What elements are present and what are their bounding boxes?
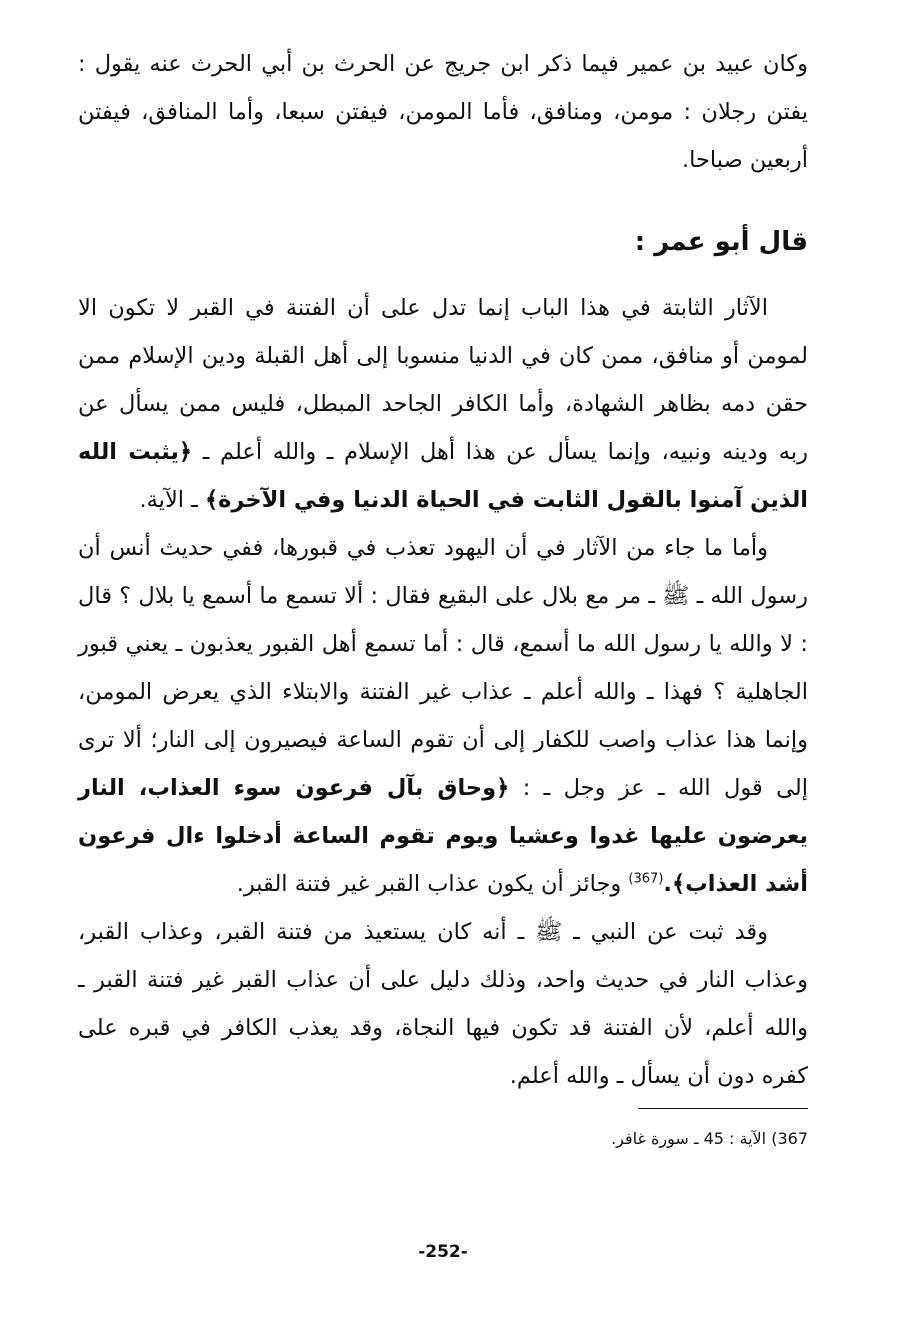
footnote-divider <box>638 1108 808 1109</box>
paragraph-athar-end: ـ الآية. <box>139 487 205 513</box>
footnote: 367) الآية : 45 ـ سورة غافر. <box>611 1129 808 1148</box>
book-page <box>78 40 808 1300</box>
paragraph-yahud-text: وأما ما جاء من الآثار في أن اليهود تعذب في قبورها، ففي حديث أنس أن رسول الله ـ ﷺ ـ مر مع بلال على البقيع فقال : ألا تسمع ما أسمع يا بلال ؟ قال : لا والله يا رسول الله ما أسمع، قال : أما تسمع أهل القبور يعذبون ـ يعني قبور الجاهلية ؟ فهذا ـ والله أعلم ـ عذاب غير الفتنة والابتلاء الذي يعرض المومن، وإنما هذا عذاب واصب للكفار إلى أن تقوم الساعة فيصيرون إلى النار؛ ألا ترى إلى قول الله ـ عز وجل ـ : <box>78 535 808 801</box>
paragraph-yahud <box>78 524 808 908</box>
section-heading: قال أبو عمر : <box>634 227 808 257</box>
paragraph-yahud-end: وجائز أن يكون عذاب القبر غير فتنة القبر. <box>236 871 629 897</box>
page-number: -252- <box>418 1242 468 1262</box>
paragraph-athar-text: الآثار الثابتة في هذا الباب إنما تدل على أن الفتنة في القبر لا تكون الا لمومن أو منافق، ممن كان في الدنيا منسوبا إلى أهل القبلة ودين الإسلام ممن حقن دمه بظاهر الشهادة، وأما الكافر الجاحد المبطل، فليس ممن يسأل عن ربه ودينه ونبيه، وإنما يسأل عن هذا أهل الإسلام ـ والله أعلم ـ <box>78 295 808 465</box>
intro-paragraph: وكان عبيد بن عمير فيما ذكر ابن جريج عن الحرث بن أبي الحرث عنه يقول : يفتن رجلان : مومن، ومنافق، فأما المومن، فيفتن سبعا، وأما المنافق، فيفتن أربعين صباحا. <box>78 51 808 173</box>
footnote-reference: (367) <box>628 871 664 887</box>
quran-verse-firawn: ﴿وحاق بآل فرعون سوء العذاب، النار يعرضون عليها غدوا وعشيا ويوم تقوم الساعة أدخلوا ءال فرعون أشد العذاب﴾. <box>78 775 808 897</box>
quran-verse-yuthabbit: ﴿يثبت الله الذين آمنوا بالقول الثابت في الحياة الدنيا وفي الآخرة﴾ <box>78 439 808 513</box>
paragraph-athar <box>78 284 808 524</box>
paragraph-istiadha: وقد ثبت عن النبي ـ ﷺ ـ أنه كان يستعيذ من فتنة القبر، وعذاب القبر، وعذاب النار في حديث واحد، وذلك دليل على أن عذاب القبر غير فتنة القبر ـ والله أعلم، لأن الفتنة قد تكون فيها النجاة، وقد يعذب الكافر في قبره على كفره دون أن يسأل ـ والله أعلم. <box>78 919 808 1089</box>
